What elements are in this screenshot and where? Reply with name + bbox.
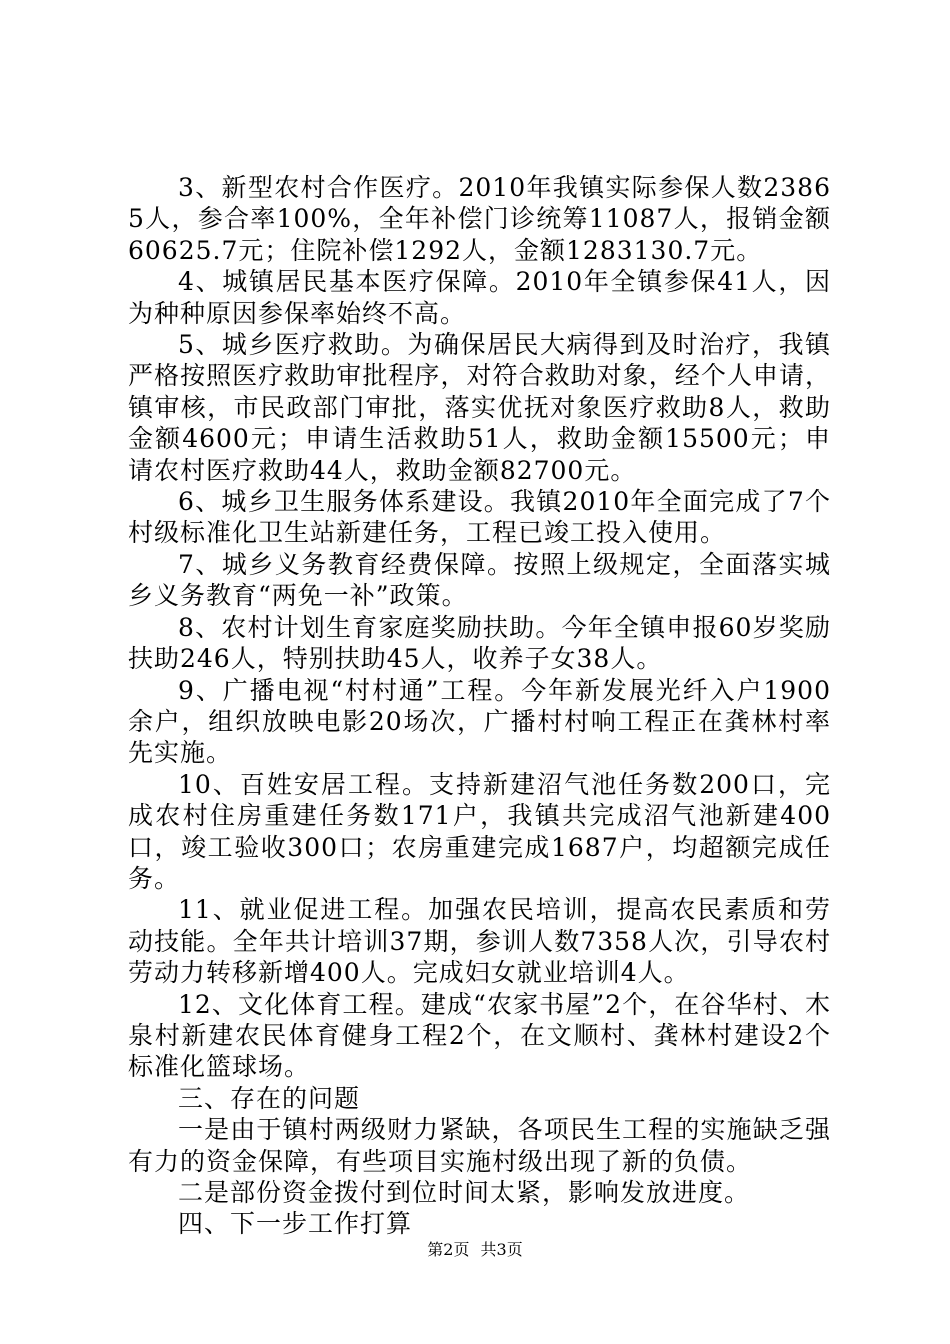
paragraph-urban-medical: 4、城镇居民基本医疗保障。2010年全镇参保41人，因为种种原因参保率始终不高。 [128,267,831,328]
paragraph-health-service: 6、城乡卫生服务体系建设。我镇2010年全面完成了7个村级标准化卫生站新建任务，工程已竣工投入使用。 [128,487,831,548]
paragraph-employment: 11、就业促进工程。加强农民培训，提高农民素质和劳动技能。全年共计培训37期，参训人数7358人次，引导农村劳动力转移新增400人。完成妇女就业培训4人。 [128,895,831,988]
paragraph-medical-aid: 5、城乡医疗救助。为确保居民大病得到及时治疗，我镇严格按照医疗救助审批程序，对符合救助对象，经个人申请，镇审核，市民政部门审批，落实优抚对象医疗救助8人，救助金额4600元；申请生活救助51人，救助金额15500元；申请农村医疗救助44人，救助金额82700元。 [128,330,831,485]
paragraph-problem-1: 一是由于镇村两级财力紧缺，各项民生工程的实施缺乏强有力的资金保障，有些项目实施村级出现了新的负债。 [128,1115,831,1176]
page-footer [0,1240,950,1260]
document-body [128,172,831,1240]
section-heading-next-steps: 四、下一步工作打算 [178,1209,413,1239]
section-heading-problems: 三、存在的问题 [178,1083,361,1113]
paragraph-family-planning: 8、农村计划生育家庭奖励扶助。今年全镇申报60岁奖励扶助246人，特别扶助45人，收养子女38人。 [128,612,831,674]
paragraph-medical-insurance: 3、新型农村合作医疗。2010年我镇实际参保人数23865人，参合率100%，全年补偿门诊统筹11087人，报销金额60625.7元；住院补偿1292人，金额1283130.7元。 [128,173,831,265]
paragraph-housing: 10、百姓安居工程。支持新建沼气池任务数200口，完成农村住房重建任务数171户，我镇共完成沼气池新建400口，竣工验收300口；农房重建完成1687户，均超额完成任务。 [128,769,831,893]
paragraph-broadcast-tv: 9、广播电视“村村通”工程。今年新发展光纤入户1900余户，组织放映电影20场次，广播村村响工程正在龚林村率先实施。 [128,675,831,768]
paragraph-education-funding: 7、城乡义务教育经费保障。按照上级规定，全面落实城乡义务教育“两免一补”政策。 [128,549,831,611]
page-total: 共3页 [480,1240,523,1259]
paragraph-culture-sports: 12、文化体育工程。建成“农家书屋”2个，在谷华村、木泉村新建农民体育健身工程2个，在文顺村、龚林村建设2个标准化篮球场。 [128,989,831,1082]
paragraph-problem-2: 二是部份资金拨付到位时间太紧，影响发放进度。 [178,1178,751,1207]
page-number: 第2页 [427,1240,470,1259]
